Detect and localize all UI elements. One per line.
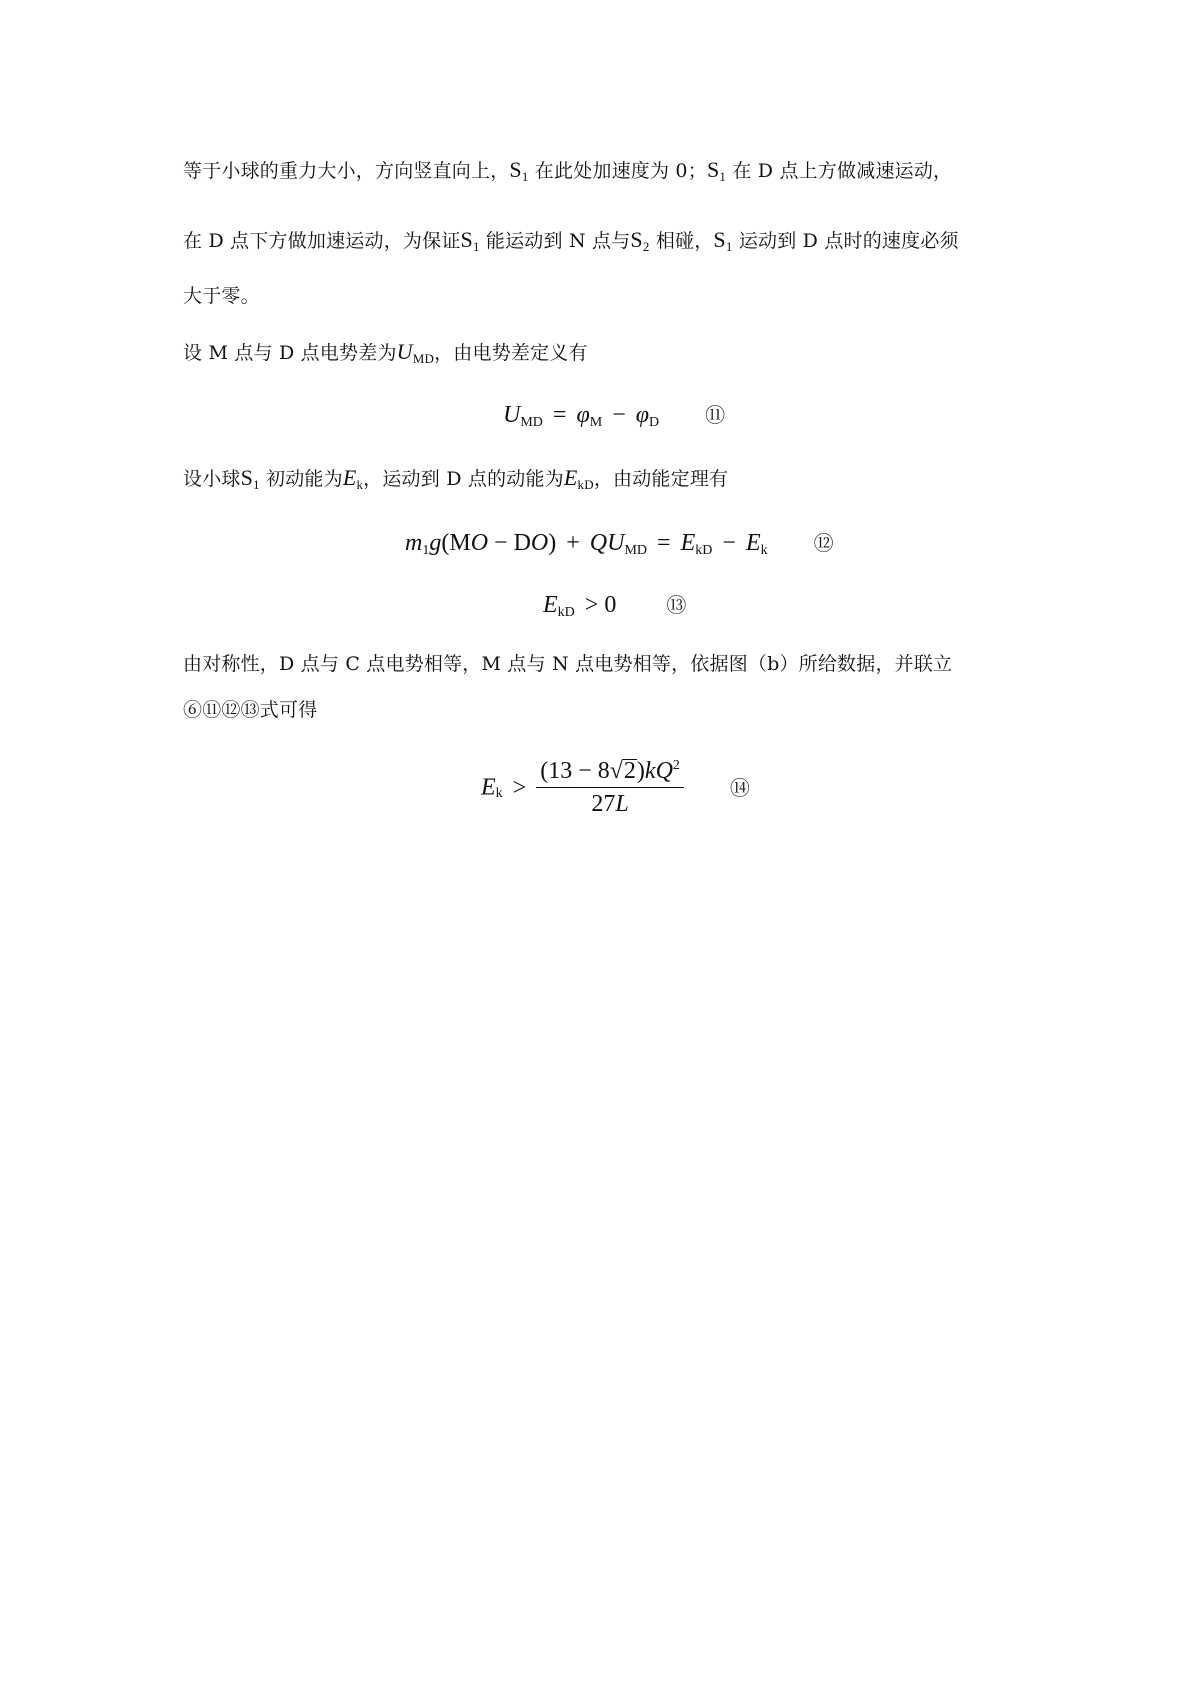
symbol-phi: φ — [635, 402, 650, 428]
fraction-numerator: $(13 - 8√2)kQ^2$ — [536, 757, 684, 788]
symbol-e: E — [342, 465, 357, 490]
equation-13 — [543, 591, 686, 619]
text-segment: 能运动到 N 点与 — [485, 230, 631, 252]
subscript: k — [760, 543, 768, 558]
text-segment: 设小球 — [183, 468, 241, 490]
subscript: M — [589, 415, 603, 430]
symbol-m: m — [405, 530, 423, 556]
symbol-u: U — [607, 530, 625, 556]
expression-text: (M — [441, 530, 471, 556]
subscript: 1 — [719, 169, 727, 184]
symbol-e: E — [745, 530, 761, 556]
equation-11 — [503, 401, 725, 429]
subscript: kD — [577, 477, 594, 492]
equals-sign: = — [657, 530, 671, 556]
symbol-s: S — [630, 227, 643, 252]
equation-number: ⑪ — [705, 403, 726, 427]
paragraph-4-line-2 — [183, 698, 317, 722]
minus-sign: − — [612, 402, 626, 428]
symbol-s: S — [706, 157, 720, 182]
subscript: k — [495, 786, 503, 802]
symbol-k: k — [644, 758, 656, 784]
expression-text: ) — [636, 758, 645, 784]
paragraph-1-line-3 — [183, 284, 260, 308]
subscript: 1 — [472, 239, 480, 254]
symbol-phi: φ — [576, 402, 590, 428]
symbol-s: S — [460, 227, 473, 252]
plus-sign: + — [566, 530, 580, 556]
symbol-e: E — [680, 530, 696, 556]
subscript: 1 — [725, 239, 733, 254]
subscript: MD — [624, 543, 648, 558]
symbol-s: S — [509, 157, 522, 182]
equation-12 — [405, 529, 834, 557]
subscript: MD — [520, 415, 543, 430]
subscript: 1 — [422, 543, 430, 558]
inequality: > 0 — [584, 592, 617, 618]
equation-14 — [481, 757, 750, 818]
exponent: 2 — [672, 758, 680, 773]
equals-sign: = — [552, 402, 567, 428]
symbol-q: Q — [655, 758, 673, 784]
paragraph-2 — [183, 340, 588, 365]
text-segment: 在 D 点下方做加速运动，为保证 — [183, 230, 461, 252]
subscript: 1 — [253, 477, 260, 492]
equation-number: ⑬ — [666, 593, 687, 617]
text-segment: ，运动到 D 点的动能为 — [363, 468, 564, 490]
subscript: 2 — [642, 239, 650, 254]
symbol-q: Q — [589, 530, 608, 556]
subscript: kD — [557, 605, 575, 620]
text-segment: 由对称性，D 点与 C 点电势相等，M 点与 N 点电势相等，依据图（b）所给数据，并联立 — [183, 653, 953, 675]
text-segment: 在 D 点上方做减速运动， — [732, 160, 953, 182]
expression-text: (13 − 8 — [540, 758, 610, 784]
text-segment: 设 M 点与 D 点电势差为 — [183, 342, 397, 364]
subscript: k — [356, 477, 364, 492]
symbol-s: S — [713, 227, 726, 252]
symbol-o: O — [530, 530, 549, 556]
text-segment: ，由动能定理有 — [593, 468, 729, 490]
paragraph-1-line-2 — [183, 228, 959, 253]
minus-sign: − — [722, 530, 736, 556]
text-segment: ，由电势差定义有 — [434, 342, 588, 364]
square-root-radicand: 2 — [623, 758, 636, 784]
symbol-e: E — [543, 592, 558, 618]
text-segment: 大于零。 — [183, 285, 260, 307]
text-segment: 等于小球的重力大小，方向竖直向上， — [183, 160, 510, 182]
symbol-o: O — [470, 530, 489, 556]
paragraph-4-line-1 — [183, 652, 952, 676]
text-segment: ⑥⑪⑫⑬式可得 — [183, 699, 318, 721]
paragraph-3 — [183, 466, 728, 491]
symbol-u: U — [503, 402, 521, 428]
symbol-g: g — [429, 530, 442, 556]
symbol-s: S — [240, 465, 254, 490]
fraction-denominator — [536, 788, 684, 818]
fraction — [536, 757, 684, 818]
text-segment: 运动到 D 点时的速度必须 — [738, 230, 959, 252]
symbol-e: E — [563, 465, 578, 490]
subscript: 1 — [521, 169, 529, 184]
subscript: D — [649, 415, 660, 430]
paragraph-1-line-1 — [183, 158, 952, 183]
expression-text: ) — [548, 530, 557, 556]
subscript: kD — [695, 543, 713, 558]
symbol-e: E — [481, 774, 496, 801]
text-segment: 相碰， — [655, 230, 714, 252]
subscript: MD — [412, 351, 435, 366]
equation-number: ⑫ — [813, 531, 834, 555]
inequality: > — [512, 774, 527, 801]
symbol-l: L — [615, 791, 629, 817]
expression-text: 27 — [591, 791, 616, 817]
equation-number: ⑭ — [729, 775, 750, 800]
expression-text: − D — [488, 530, 531, 556]
symbol-u: U — [396, 339, 413, 364]
text-segment: 初动能为 — [266, 468, 343, 490]
text-segment: 在此处加速度为 0； — [534, 160, 707, 182]
